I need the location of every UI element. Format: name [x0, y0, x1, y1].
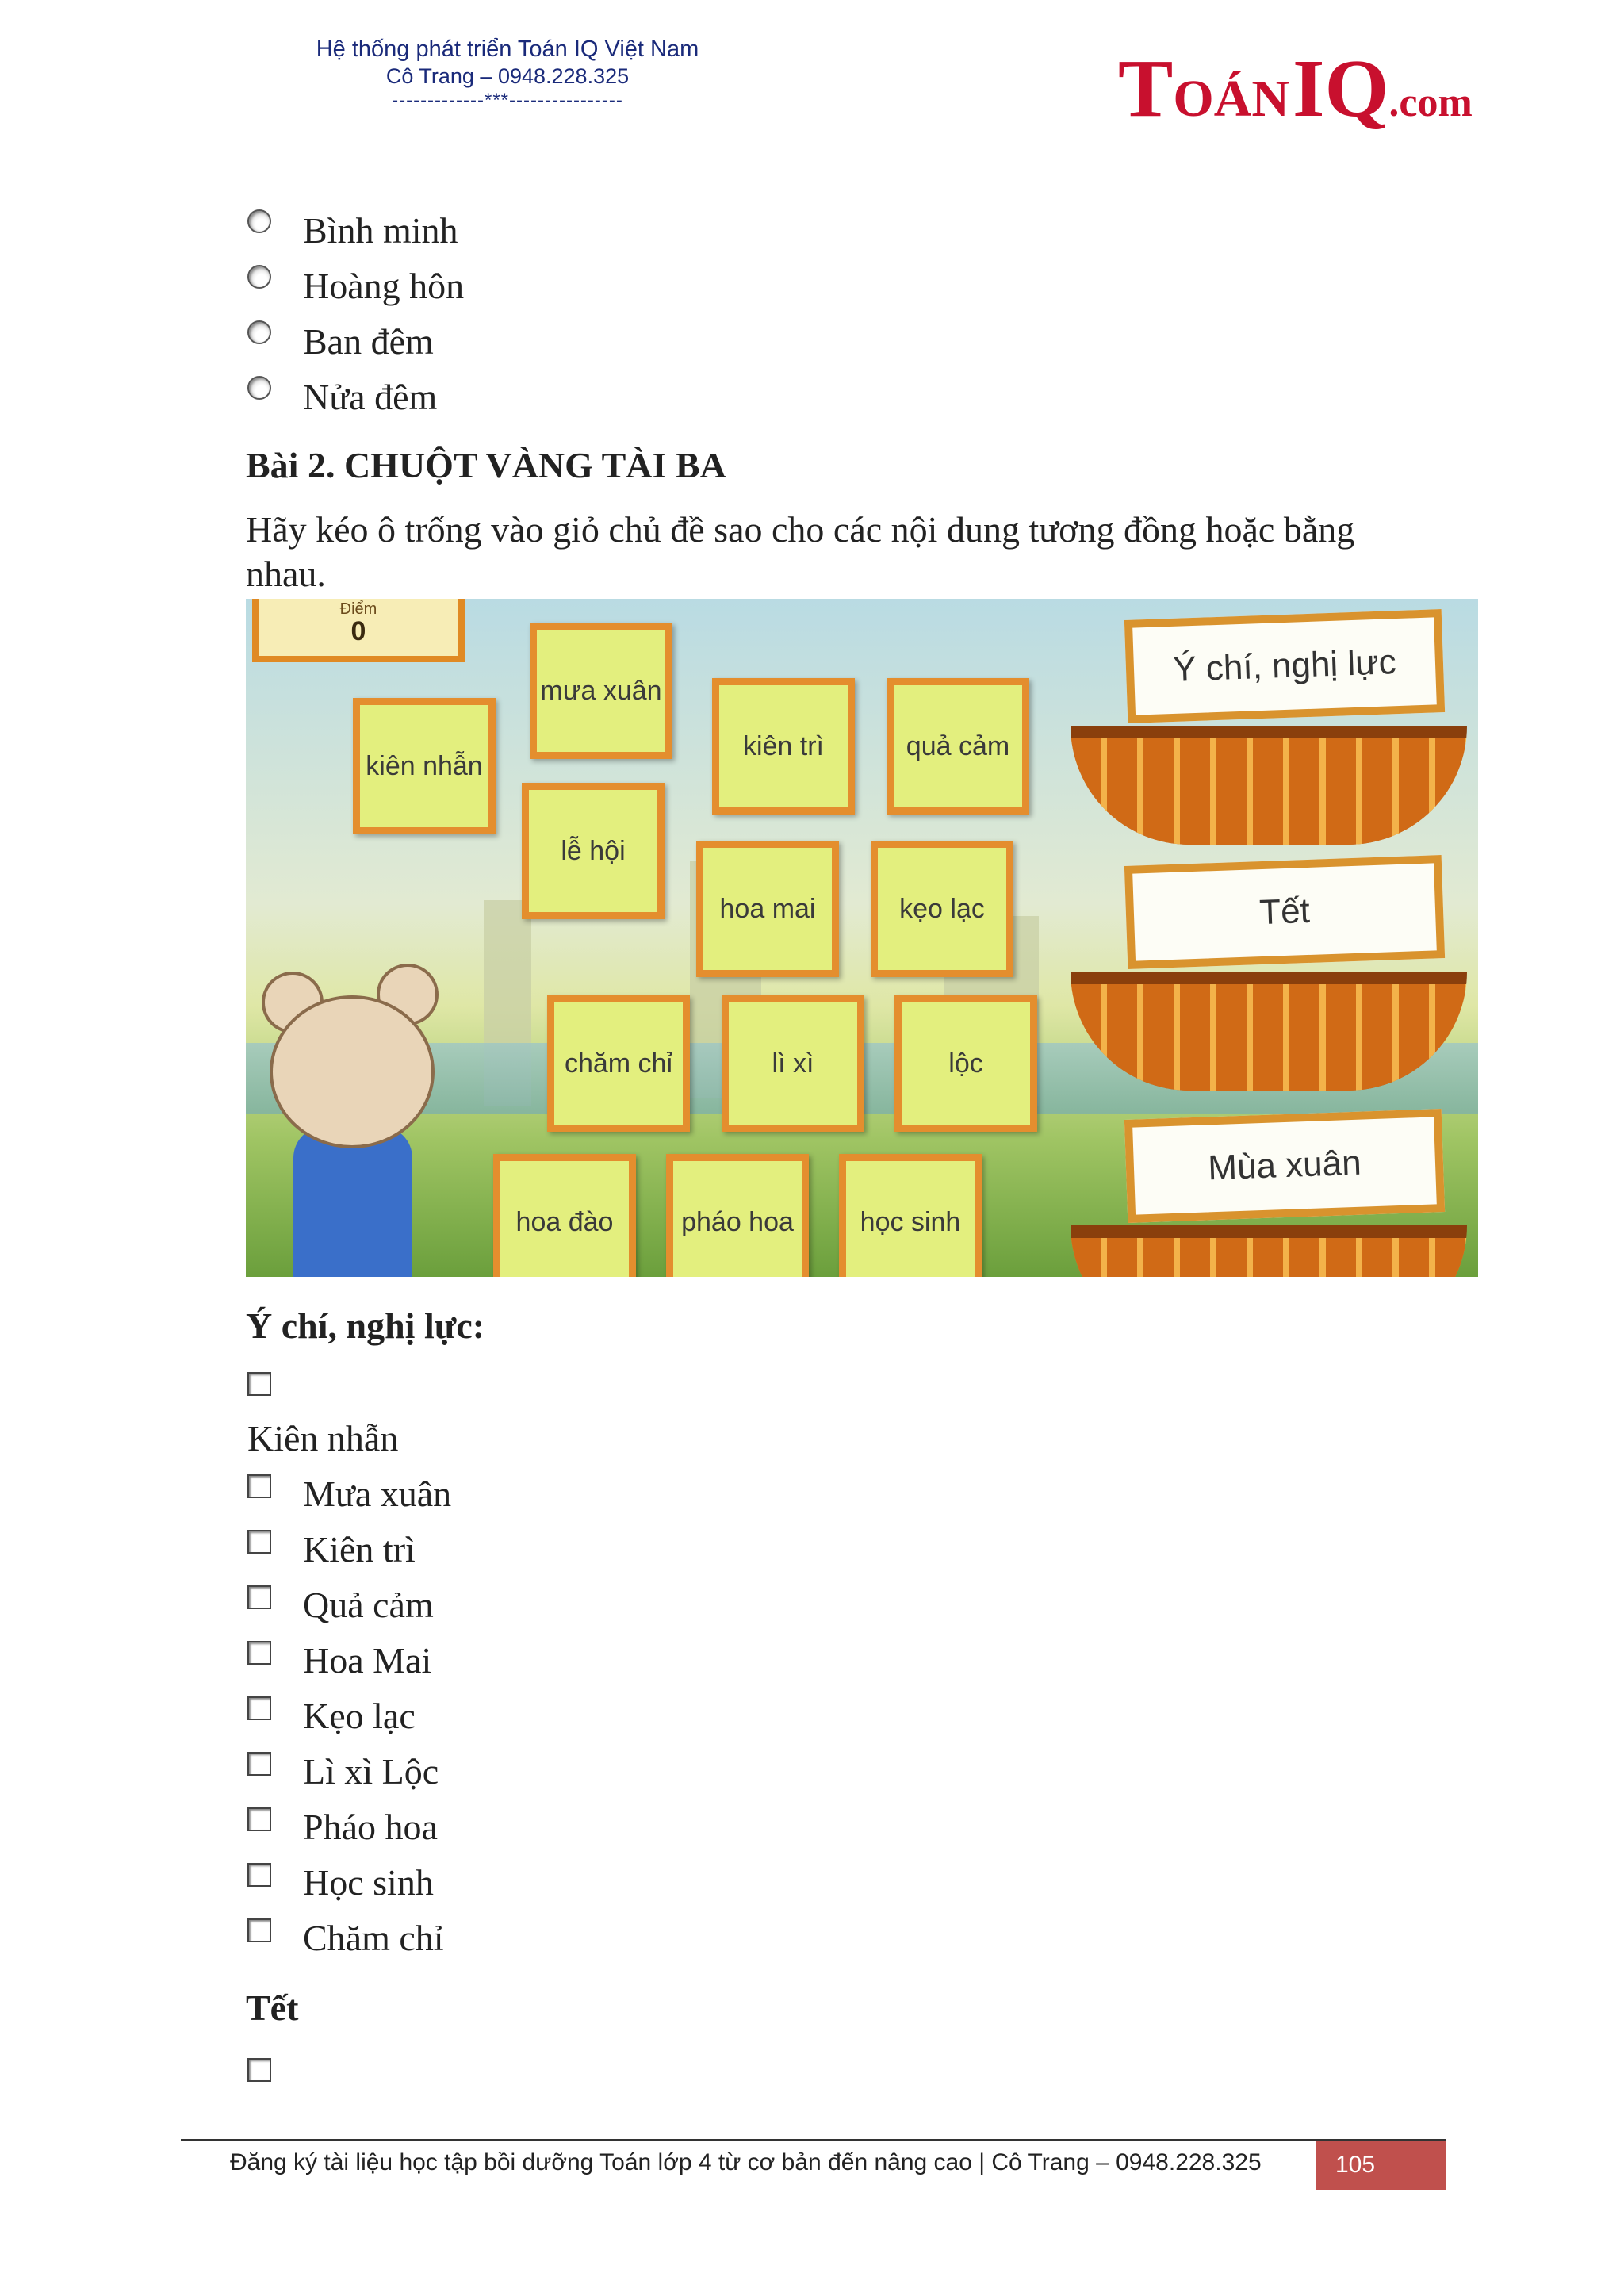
- header-system-name: Hệ thống phát triển Toán IQ Việt Nam: [316, 36, 699, 62]
- option-radio-2[interactable]: [247, 262, 464, 309]
- option-label: Hoàng hôn: [303, 265, 465, 306]
- basket-label-mua-xuan: Mùa xuân: [1124, 1109, 1445, 1223]
- item-label: Quả cảm: [303, 1584, 434, 1625]
- tile-mua-xuan[interactable]: mưa xuân: [530, 623, 672, 759]
- logo-oan: OÁN: [1173, 70, 1290, 128]
- checkbox-icon[interactable]: [247, 1372, 271, 1396]
- group1-heading: Ý chí, nghị lực:: [246, 1305, 485, 1346]
- option-radio-3[interactable]: [247, 317, 434, 365]
- checkbox-icon[interactable]: [247, 1585, 271, 1609]
- group1-item-2[interactable]: [247, 1525, 416, 1573]
- score-box: [252, 599, 465, 662]
- option-label: Bình minh: [303, 209, 458, 251]
- header-divider: -------------***----------------: [392, 90, 623, 111]
- radio-icon[interactable]: [247, 320, 271, 344]
- mouse-body: [293, 1126, 412, 1277]
- option-radio-1[interactable]: [247, 206, 458, 254]
- section-title: Bài 2. CHUỘT VÀNG TÀI BA: [246, 445, 726, 485]
- tile-keo-lac[interactable]: kẹo lạc: [871, 841, 1013, 977]
- basket-label-tet: Tết: [1124, 855, 1445, 969]
- radio-icon[interactable]: [247, 209, 271, 233]
- logo-t: T: [1118, 43, 1174, 134]
- group1-item-1[interactable]: [247, 1470, 451, 1517]
- option-label: Nửa đêm: [303, 376, 438, 417]
- group1-item-5[interactable]: [247, 1692, 416, 1739]
- group2-heading: Tết: [246, 1987, 299, 2028]
- tile-hoc-sinh[interactable]: học sinh: [839, 1154, 982, 1277]
- tile-phao-hoa[interactable]: pháo hoa: [666, 1154, 809, 1277]
- checkbox-icon[interactable]: [247, 2058, 271, 2082]
- footer-rule: [181, 2139, 1446, 2141]
- tile-qua-cam[interactable]: quả cảm: [887, 678, 1029, 815]
- item-label: Kẹo lạc: [303, 1695, 416, 1736]
- item-label: Kiên nhẫn: [247, 1417, 399, 1458]
- checkbox-icon[interactable]: [247, 1641, 271, 1665]
- tile-hoa-mai[interactable]: hoa mai: [696, 841, 839, 977]
- footer-text: Đăng ký tài liệu học tập bồi dưỡng Toán lớp 4 từ cơ bản đến nâng cao | Cô Trang – 0948.228.325: [230, 2149, 1262, 2175]
- item-label: Hoa Mai: [303, 1639, 432, 1681]
- option-label: Ban đêm: [303, 320, 434, 362]
- logo-iq: IQ: [1293, 43, 1389, 134]
- logo-com: .com: [1388, 80, 1473, 125]
- checkbox-icon[interactable]: [247, 1918, 271, 1942]
- radio-icon[interactable]: [247, 376, 271, 400]
- toaniq-logo: [1118, 41, 1473, 136]
- group1-item-6[interactable]: [247, 1747, 439, 1795]
- checkbox-icon[interactable]: [247, 1752, 271, 1776]
- option-radio-4[interactable]: [247, 373, 437, 420]
- tile-cham-chi[interactable]: chăm chỉ: [547, 995, 690, 1132]
- tile-kien-nhan[interactable]: kiên nhẫn: [353, 698, 496, 834]
- item-label: Lì xì Lộc: [303, 1750, 439, 1792]
- tile-hoa-dao[interactable]: hoa đào: [493, 1154, 636, 1277]
- group1-item-3[interactable]: [247, 1581, 434, 1628]
- group1-first-checkbox[interactable]: [247, 1368, 303, 1400]
- group1-first-item: [247, 1414, 398, 1462]
- item-label: Mưa xuân: [303, 1473, 452, 1514]
- checkbox-icon[interactable]: [247, 1530, 271, 1554]
- header-contact: Cô Trang – 0948.228.325: [385, 64, 630, 88]
- page-number: 105: [1316, 2141, 1446, 2190]
- group2-first-checkbox[interactable]: [247, 2054, 303, 2086]
- basket-mua-xuan[interactable]: [1071, 1225, 1467, 1277]
- checkbox-icon[interactable]: [247, 1863, 271, 1887]
- game-screenshot: [246, 599, 1478, 1277]
- basket-y-chi[interactable]: [1071, 726, 1467, 845]
- score-label: Điểm: [339, 600, 377, 618]
- tile-loc[interactable]: lộc: [894, 995, 1037, 1132]
- item-label: Chăm chỉ: [303, 1917, 444, 1958]
- item-label: Học sinh: [303, 1861, 434, 1903]
- score-value: 0: [350, 616, 366, 646]
- tile-li-xi[interactable]: lì xì: [722, 995, 864, 1132]
- tile-le-hoi[interactable]: lễ hội: [522, 783, 665, 919]
- group1-item-9[interactable]: [247, 1914, 444, 1961]
- group1-item-4[interactable]: [247, 1636, 431, 1684]
- group1-item-7[interactable]: [247, 1803, 438, 1850]
- basket-label-y-chi: Ý chí, nghị lực: [1124, 609, 1445, 723]
- item-label: Kiên trì: [303, 1528, 416, 1570]
- header-info: [301, 35, 714, 113]
- mouse-mascot: [270, 995, 435, 1148]
- group1-item-8[interactable]: [247, 1858, 434, 1906]
- checkbox-icon[interactable]: [247, 1696, 271, 1720]
- tile-kien-tri[interactable]: kiên trì: [712, 678, 855, 815]
- section-instruction: Hãy kéo ô trống vào giỏ chủ đề sao cho các nội dung tương đồng hoặc bằng nhau.: [246, 509, 1355, 594]
- basket-tet[interactable]: [1071, 972, 1467, 1091]
- checkbox-icon[interactable]: [247, 1474, 271, 1498]
- item-label: Pháo hoa: [303, 1806, 438, 1847]
- checkbox-icon[interactable]: [247, 1807, 271, 1831]
- radio-icon[interactable]: [247, 265, 271, 289]
